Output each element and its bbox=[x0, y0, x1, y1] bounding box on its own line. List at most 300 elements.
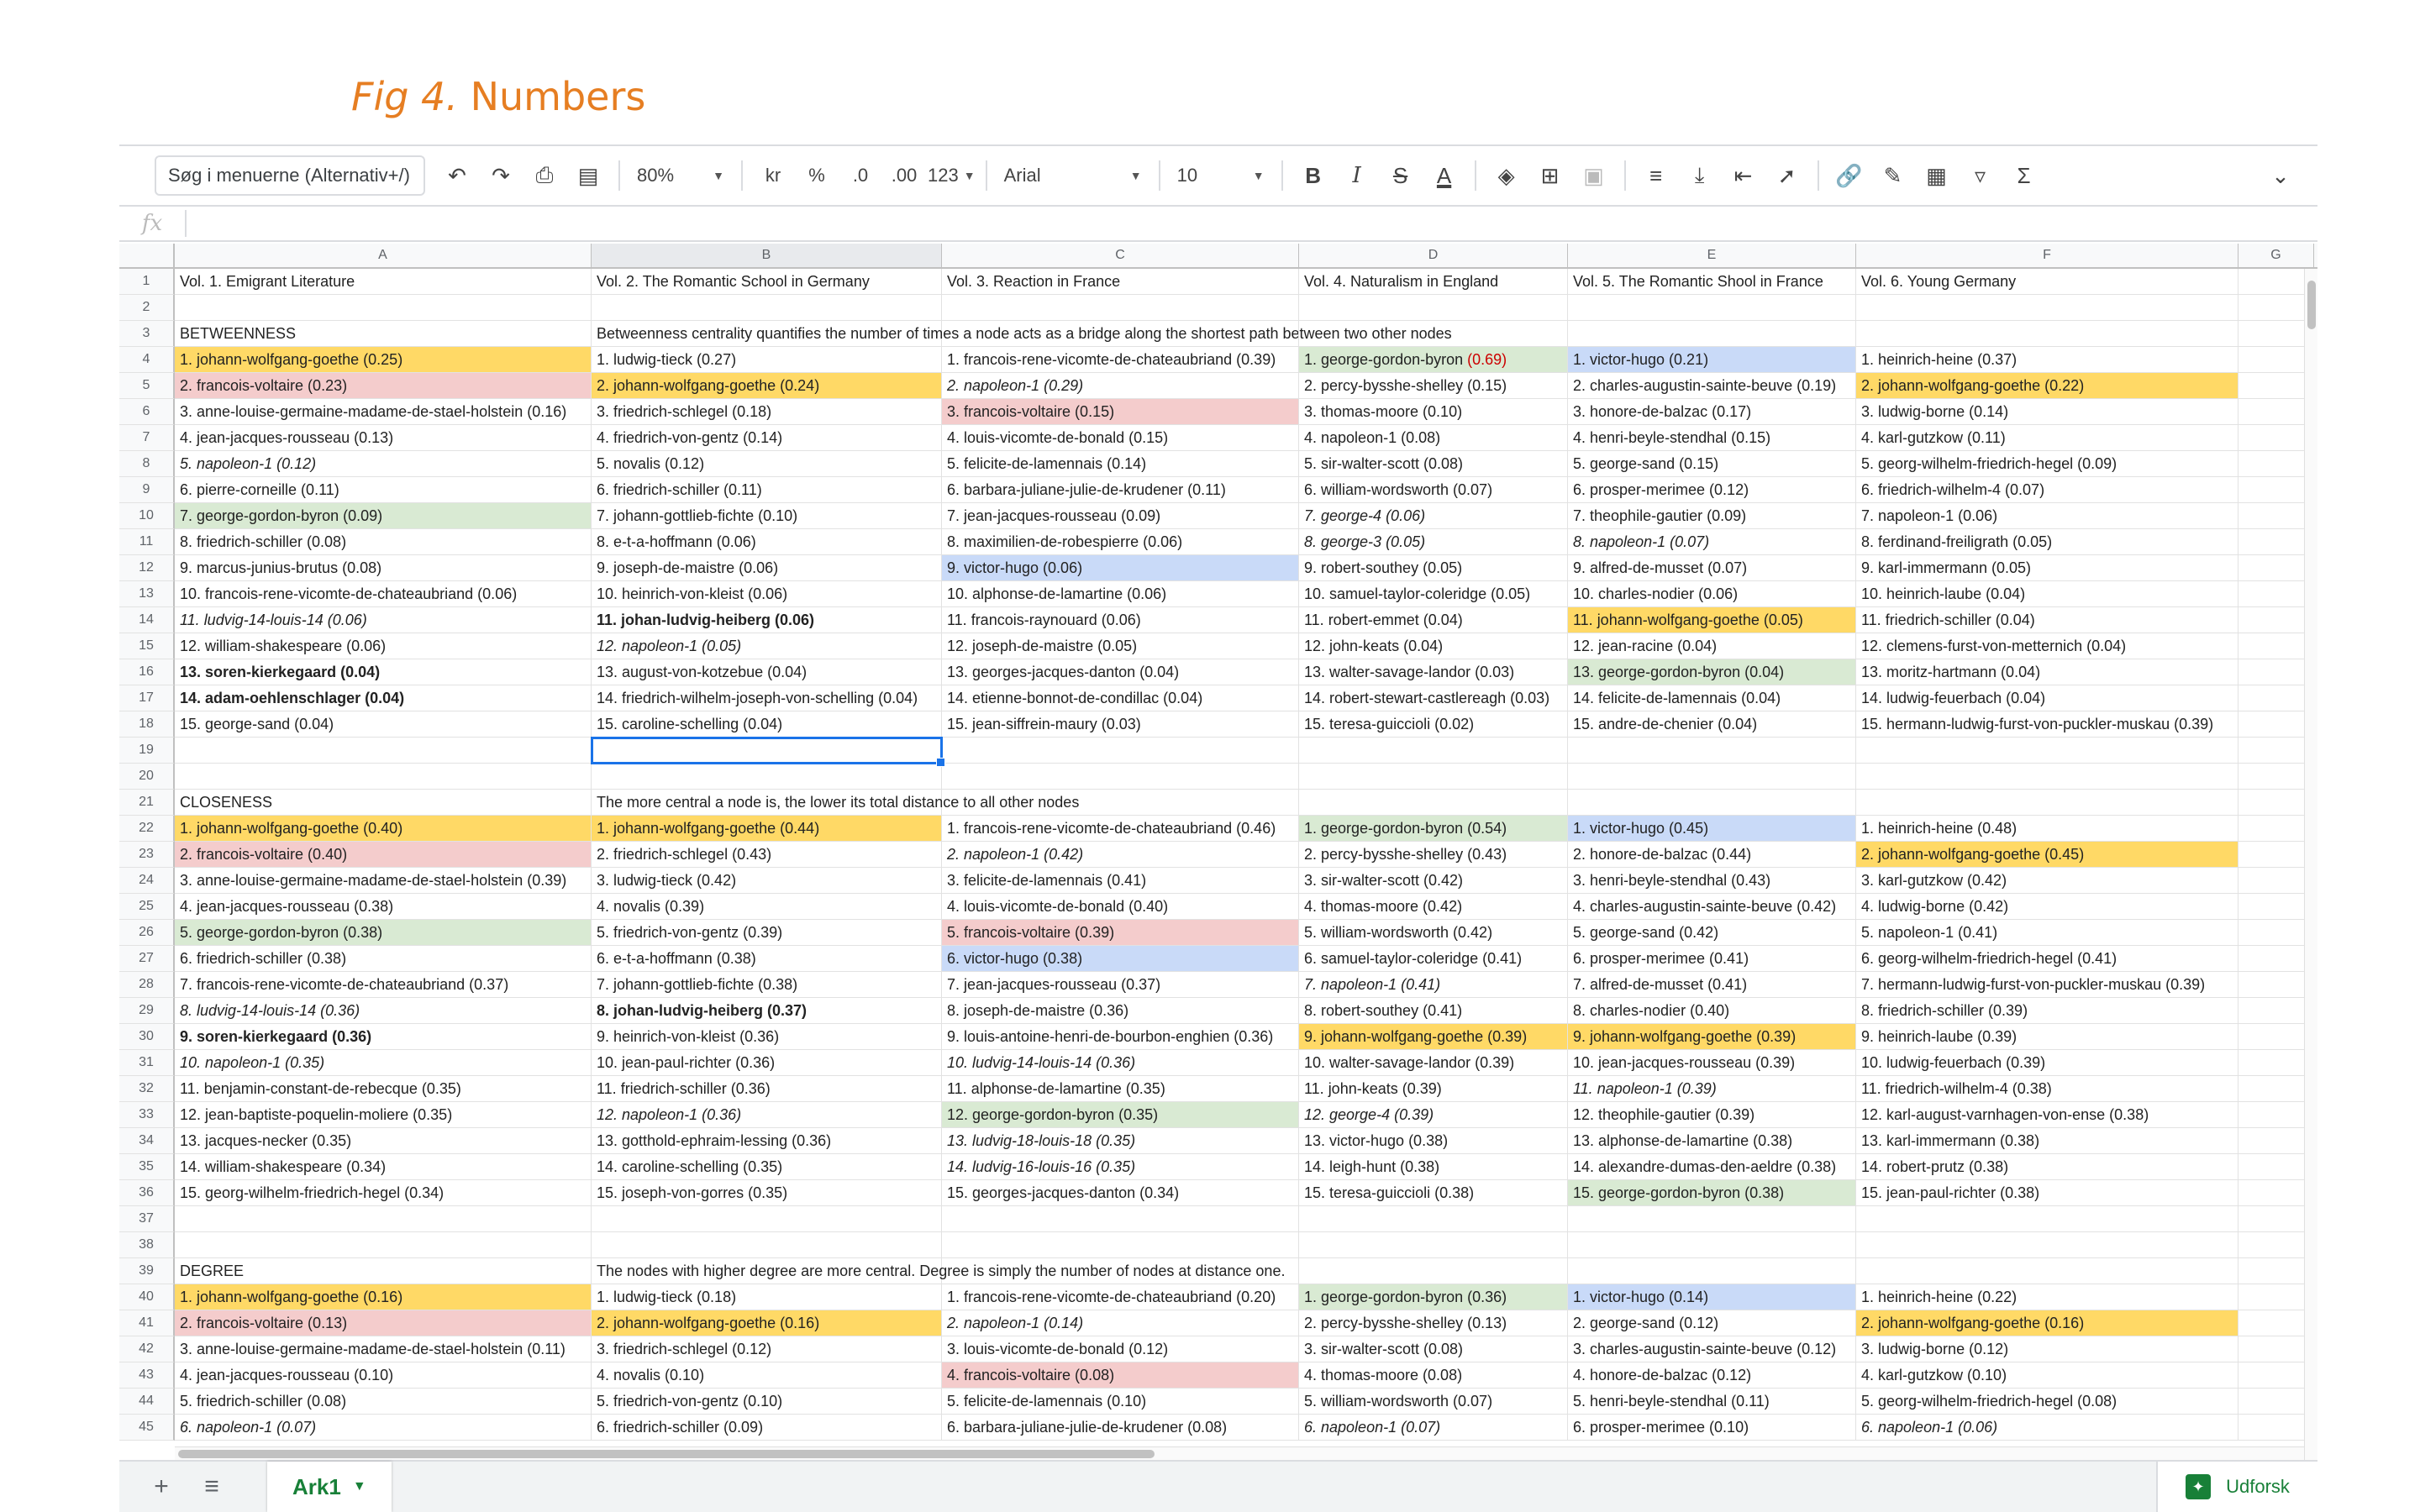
select-all-corner[interactable] bbox=[119, 244, 175, 267]
grid-cell[interactable] bbox=[1856, 659, 2238, 685]
link-icon[interactable]: 🔗 bbox=[1835, 162, 1863, 188]
grid-cell[interactable] bbox=[1856, 1362, 2238, 1389]
grid-cell[interactable] bbox=[1568, 842, 1856, 868]
grid-cell[interactable] bbox=[175, 998, 592, 1024]
grid-cell[interactable] bbox=[942, 321, 1299, 347]
row-header[interactable]: 25 bbox=[119, 894, 175, 920]
grid-cell[interactable] bbox=[1299, 477, 1568, 503]
grid-cell[interactable] bbox=[592, 1180, 942, 1206]
grid-cell[interactable] bbox=[592, 1128, 942, 1154]
grid-cell[interactable] bbox=[592, 1232, 942, 1258]
grid-cell[interactable] bbox=[942, 451, 1299, 477]
grid-cell[interactable] bbox=[592, 816, 942, 842]
grid-cell[interactable] bbox=[942, 269, 1299, 295]
grid-cell[interactable] bbox=[942, 503, 1299, 529]
merge-cells-icon[interactable]: ▣ bbox=[1583, 162, 1604, 188]
grid-cell[interactable] bbox=[942, 1336, 1299, 1362]
grid-cell[interactable] bbox=[2238, 998, 2314, 1024]
grid-cell[interactable] bbox=[2238, 503, 2314, 529]
grid-cell[interactable] bbox=[1568, 1154, 1856, 1180]
fill-color-icon[interactable]: ◈ bbox=[1497, 162, 1515, 188]
grid-cell[interactable] bbox=[942, 347, 1299, 373]
grid-cell[interactable] bbox=[1568, 790, 1856, 816]
grid-cell[interactable] bbox=[175, 920, 592, 946]
grid-cell[interactable] bbox=[592, 894, 942, 920]
grid-cell[interactable] bbox=[1568, 1336, 1856, 1362]
row-header[interactable]: 32 bbox=[119, 1076, 175, 1102]
borders-icon[interactable]: ⊞ bbox=[1540, 162, 1560, 188]
row-header[interactable]: 43 bbox=[119, 1362, 175, 1389]
grid-cell[interactable] bbox=[1568, 1024, 1856, 1050]
grid-cell[interactable] bbox=[175, 1310, 592, 1336]
grid-cell[interactable] bbox=[1299, 816, 1568, 842]
grid-cell[interactable] bbox=[175, 529, 592, 555]
currency-button[interactable]: kr bbox=[765, 165, 781, 186]
text-color-icon[interactable]: A bbox=[1436, 162, 1452, 188]
grid-cell[interactable] bbox=[1856, 269, 2238, 295]
grid-cell[interactable] bbox=[1568, 738, 1856, 764]
grid-cell[interactable] bbox=[942, 868, 1299, 894]
scroll-thumb[interactable] bbox=[178, 1450, 1155, 1458]
chevron-down-icon[interactable]: ▼ bbox=[352, 1479, 366, 1494]
grid-cell[interactable] bbox=[592, 1102, 942, 1128]
grid-cell[interactable] bbox=[1299, 321, 1568, 347]
grid-cell[interactable] bbox=[2238, 738, 2314, 764]
formula-input[interactable] bbox=[187, 208, 2317, 239]
grid-cell[interactable] bbox=[2238, 790, 2314, 816]
all-sheets-icon[interactable]: ≡ bbox=[204, 1473, 219, 1500]
grid-cell[interactable] bbox=[2238, 1154, 2314, 1180]
grid-cell[interactable] bbox=[1856, 685, 2238, 711]
grid-cell[interactable] bbox=[1568, 295, 1856, 321]
italic-icon[interactable]: I bbox=[1352, 163, 1361, 188]
grid-cell[interactable] bbox=[1856, 1102, 2238, 1128]
row-header[interactable]: 26 bbox=[119, 920, 175, 946]
grid-cell[interactable] bbox=[942, 816, 1299, 842]
grid-cell[interactable] bbox=[592, 1336, 942, 1362]
grid-cell[interactable] bbox=[1568, 1180, 1856, 1206]
grid-cell[interactable] bbox=[175, 764, 592, 790]
grid-cell[interactable] bbox=[1856, 738, 2238, 764]
grid-cell[interactable] bbox=[2238, 1180, 2314, 1206]
grid-cell[interactable] bbox=[1299, 1258, 1568, 1284]
grid-cell[interactable] bbox=[2238, 399, 2314, 425]
grid-cell[interactable] bbox=[942, 1128, 1299, 1154]
grid-cell[interactable] bbox=[1856, 998, 2238, 1024]
grid-cell[interactable] bbox=[175, 790, 592, 816]
grid-cell[interactable] bbox=[2238, 425, 2314, 451]
grid-cell[interactable] bbox=[175, 451, 592, 477]
menu-search-input[interactable]: Søg i menuerne (Alternativ+/) bbox=[155, 155, 425, 196]
grid-cell[interactable] bbox=[942, 1154, 1299, 1180]
grid-cell[interactable] bbox=[942, 1310, 1299, 1336]
grid-cell[interactable] bbox=[1568, 555, 1856, 581]
grid-cell[interactable] bbox=[175, 1024, 592, 1050]
row-header[interactable]: 30 bbox=[119, 1024, 175, 1050]
comment-icon[interactable]: ✎ bbox=[1883, 162, 1902, 188]
grid-cell[interactable] bbox=[942, 581, 1299, 607]
grid-cell[interactable] bbox=[1856, 1180, 2238, 1206]
grid-cell[interactable] bbox=[175, 1076, 592, 1102]
row-header[interactable]: 33 bbox=[119, 1102, 175, 1128]
grid-cell[interactable] bbox=[175, 816, 592, 842]
grid-cell[interactable] bbox=[175, 1206, 592, 1232]
grid-cell[interactable] bbox=[1299, 764, 1568, 790]
grid-cell[interactable] bbox=[942, 295, 1299, 321]
grid-cell[interactable] bbox=[1299, 295, 1568, 321]
grid-cell[interactable] bbox=[592, 1206, 942, 1232]
grid-cell[interactable] bbox=[175, 1180, 592, 1206]
grid-cell[interactable] bbox=[942, 373, 1299, 399]
row-header[interactable]: 1 bbox=[119, 269, 175, 295]
grid-cell[interactable] bbox=[592, 920, 942, 946]
grid-cell[interactable] bbox=[1299, 1284, 1568, 1310]
grid-cell[interactable] bbox=[2238, 972, 2314, 998]
grid-cell[interactable] bbox=[1856, 868, 2238, 894]
grid-cell[interactable] bbox=[1856, 1232, 2238, 1258]
grid-cell[interactable] bbox=[1568, 1076, 1856, 1102]
grid-cell[interactable] bbox=[175, 581, 592, 607]
column-header[interactable]: C bbox=[942, 244, 1299, 267]
grid-cell[interactable] bbox=[175, 659, 592, 685]
grid-cell[interactable] bbox=[2238, 581, 2314, 607]
grid-cell[interactable] bbox=[1568, 607, 1856, 633]
grid-cell[interactable] bbox=[2238, 295, 2314, 321]
grid-cell[interactable] bbox=[1568, 373, 1856, 399]
grid-cell[interactable] bbox=[942, 842, 1299, 868]
grid-cell[interactable] bbox=[175, 269, 592, 295]
grid-cell[interactable] bbox=[1856, 1128, 2238, 1154]
grid-cell[interactable] bbox=[175, 607, 592, 633]
row-header[interactable]: 12 bbox=[119, 555, 175, 581]
grid-cell[interactable] bbox=[1568, 581, 1856, 607]
grid-cell[interactable] bbox=[2238, 529, 2314, 555]
grid-cell[interactable] bbox=[175, 1362, 592, 1389]
explore-button[interactable] bbox=[2156, 1462, 2317, 1512]
grid-cell[interactable] bbox=[592, 1024, 942, 1050]
sheet-tab[interactable] bbox=[267, 1462, 392, 1512]
grid-cell[interactable] bbox=[2238, 1128, 2314, 1154]
row-header[interactable]: 4 bbox=[119, 347, 175, 373]
grid-cell[interactable] bbox=[175, 1415, 592, 1441]
grid-cell[interactable] bbox=[1299, 347, 1568, 373]
grid-cell[interactable] bbox=[1856, 399, 2238, 425]
row-header[interactable]: 10 bbox=[119, 503, 175, 529]
grid-cell[interactable] bbox=[1856, 764, 2238, 790]
grid-cell[interactable] bbox=[1568, 659, 1856, 685]
grid-cell[interactable] bbox=[175, 425, 592, 451]
grid-cell[interactable] bbox=[1299, 581, 1568, 607]
grid-cell[interactable] bbox=[1568, 269, 1856, 295]
grid-cell[interactable] bbox=[2238, 1258, 2314, 1284]
grid-cell[interactable] bbox=[175, 1154, 592, 1180]
grid-cell[interactable] bbox=[1299, 972, 1568, 998]
grid-cell[interactable] bbox=[175, 555, 592, 581]
grid-cell[interactable] bbox=[942, 425, 1299, 451]
row-header[interactable]: 15 bbox=[119, 633, 175, 659]
grid-cell[interactable] bbox=[592, 425, 942, 451]
grid-cell[interactable] bbox=[175, 477, 592, 503]
grid-cell[interactable] bbox=[175, 633, 592, 659]
grid-cell[interactable] bbox=[1856, 1024, 2238, 1050]
grid-cell[interactable] bbox=[592, 321, 1452, 347]
grid-cell[interactable] bbox=[1568, 399, 1856, 425]
grid-cell[interactable] bbox=[1568, 1102, 1856, 1128]
grid-cell[interactable] bbox=[1299, 894, 1568, 920]
grid-cell[interactable] bbox=[942, 1102, 1299, 1128]
row-header[interactable]: 18 bbox=[119, 711, 175, 738]
grid-cell[interactable] bbox=[1568, 1232, 1856, 1258]
grid-cell[interactable] bbox=[175, 738, 592, 764]
grid-cell[interactable] bbox=[942, 920, 1299, 946]
grid-cell[interactable] bbox=[1299, 1232, 1568, 1258]
grid-cell[interactable] bbox=[1568, 1128, 1856, 1154]
bold-icon[interactable]: B bbox=[1305, 162, 1321, 188]
grid-cell[interactable] bbox=[942, 1232, 1299, 1258]
column-header[interactable]: G bbox=[2238, 244, 2314, 267]
grid-cell[interactable] bbox=[1568, 1310, 1856, 1336]
grid-cell[interactable] bbox=[1856, 920, 2238, 946]
grid-cell[interactable] bbox=[1299, 738, 1568, 764]
grid-cell[interactable] bbox=[1856, 347, 2238, 373]
grid-cell[interactable] bbox=[175, 894, 592, 920]
grid-cell[interactable] bbox=[1299, 946, 1568, 972]
grid-cell[interactable] bbox=[592, 998, 942, 1024]
grid-cell[interactable] bbox=[1299, 1128, 1568, 1154]
row-header[interactable]: 14 bbox=[119, 607, 175, 633]
decrease-decimals-button[interactable]: .0 bbox=[852, 165, 869, 186]
grid-cell[interactable] bbox=[2238, 1024, 2314, 1050]
grid-cell[interactable] bbox=[592, 764, 942, 790]
row-header[interactable]: 37 bbox=[119, 1206, 175, 1232]
grid-cell[interactable] bbox=[592, 972, 942, 998]
grid-cell[interactable] bbox=[175, 711, 592, 738]
grid-cell[interactable] bbox=[2238, 373, 2314, 399]
row-header[interactable]: 11 bbox=[119, 529, 175, 555]
grid-cell[interactable] bbox=[2238, 347, 2314, 373]
grid-cell[interactable] bbox=[942, 555, 1299, 581]
row-header[interactable]: 29 bbox=[119, 998, 175, 1024]
grid-cell[interactable] bbox=[2238, 1389, 2314, 1415]
undo-icon[interactable]: ↶ bbox=[448, 162, 466, 188]
grid-cell[interactable] bbox=[942, 894, 1299, 920]
grid-cell[interactable] bbox=[592, 555, 942, 581]
grid-cell[interactable] bbox=[1856, 1389, 2238, 1415]
row-header[interactable]: 20 bbox=[119, 764, 175, 790]
grid-cell[interactable] bbox=[1856, 373, 2238, 399]
grid-cell[interactable] bbox=[592, 1284, 942, 1310]
grid-cell[interactable] bbox=[942, 1415, 1299, 1441]
grid-cell[interactable] bbox=[1568, 1415, 1856, 1441]
font-size-select[interactable] bbox=[1171, 155, 1271, 196]
grid-cell[interactable] bbox=[592, 685, 942, 711]
grid-cell[interactable] bbox=[592, 1362, 942, 1389]
column-header[interactable]: F bbox=[1856, 244, 2238, 267]
grid-cell[interactable] bbox=[592, 1076, 942, 1102]
grid-cell[interactable] bbox=[1299, 555, 1568, 581]
grid-cell[interactable] bbox=[1856, 477, 2238, 503]
grid-cell[interactable] bbox=[592, 295, 942, 321]
grid-cell[interactable] bbox=[592, 477, 942, 503]
grid-cell[interactable] bbox=[1299, 1206, 1568, 1232]
grid-cell[interactable] bbox=[1856, 607, 2238, 633]
grid-cell[interactable] bbox=[175, 685, 592, 711]
grid-cell[interactable] bbox=[2238, 451, 2314, 477]
grid-cell[interactable] bbox=[1299, 998, 1568, 1024]
grid-cell[interactable] bbox=[1856, 894, 2238, 920]
grid-cell[interactable] bbox=[1568, 503, 1856, 529]
grid-cell[interactable] bbox=[2238, 946, 2314, 972]
grid-cell[interactable] bbox=[1568, 1362, 1856, 1389]
grid-cell[interactable] bbox=[942, 633, 1299, 659]
grid-cell[interactable] bbox=[1299, 1180, 1568, 1206]
grid-cell[interactable] bbox=[942, 1180, 1299, 1206]
grid-cell[interactable] bbox=[1568, 321, 1856, 347]
spreadsheet-grid[interactable] bbox=[119, 244, 2317, 1460]
grid-cell[interactable] bbox=[1856, 790, 2238, 816]
grid-cell[interactable] bbox=[2238, 555, 2314, 581]
grid-cell[interactable] bbox=[942, 529, 1299, 555]
row-header[interactable]: 28 bbox=[119, 972, 175, 998]
grid-cell[interactable] bbox=[592, 790, 1080, 816]
grid-cell[interactable] bbox=[1299, 1389, 1568, 1415]
grid-cell[interactable] bbox=[2238, 1336, 2314, 1362]
grid-cell[interactable] bbox=[942, 399, 1299, 425]
grid-cell[interactable] bbox=[175, 1336, 592, 1362]
grid-cell[interactable] bbox=[942, 477, 1299, 503]
grid-cell[interactable] bbox=[1568, 816, 1856, 842]
column-header[interactable]: A bbox=[175, 244, 592, 267]
grid-cell[interactable] bbox=[1299, 451, 1568, 477]
font-select[interactable] bbox=[997, 155, 1149, 196]
grid-cell[interactable] bbox=[2238, 816, 2314, 842]
grid-cell[interactable] bbox=[1856, 503, 2238, 529]
grid-cell[interactable] bbox=[1856, 581, 2238, 607]
grid-cell[interactable] bbox=[1568, 1206, 1856, 1232]
column-header[interactable]: D bbox=[1299, 244, 1568, 267]
grid-cell[interactable] bbox=[1299, 685, 1568, 711]
row-header[interactable]: 44 bbox=[119, 1389, 175, 1415]
grid-cell[interactable] bbox=[592, 868, 942, 894]
grid-cell[interactable] bbox=[2238, 764, 2314, 790]
grid-cell[interactable] bbox=[592, 581, 942, 607]
grid-cell[interactable] bbox=[175, 347, 592, 373]
grid-cell[interactable] bbox=[2238, 1284, 2314, 1310]
row-header[interactable]: 21 bbox=[119, 790, 175, 816]
grid-cell[interactable] bbox=[592, 451, 942, 477]
column-header[interactable]: B bbox=[592, 244, 942, 267]
grid-cell[interactable] bbox=[175, 842, 592, 868]
grid-cell[interactable] bbox=[2238, 1206, 2314, 1232]
row-header[interactable]: 34 bbox=[119, 1128, 175, 1154]
grid-cell[interactable] bbox=[1856, 1415, 2238, 1441]
grid-cell[interactable] bbox=[2238, 711, 2314, 738]
row-header[interactable]: 35 bbox=[119, 1154, 175, 1180]
row-header[interactable]: 8 bbox=[119, 451, 175, 477]
grid-cell[interactable] bbox=[942, 764, 1299, 790]
grid-cell[interactable] bbox=[1856, 633, 2238, 659]
row-header[interactable]: 24 bbox=[119, 868, 175, 894]
grid-cell[interactable] bbox=[942, 972, 1299, 998]
grid-cell[interactable] bbox=[1299, 1102, 1568, 1128]
grid-cell[interactable] bbox=[592, 373, 942, 399]
grid-cell[interactable] bbox=[2238, 1415, 2314, 1441]
grid-cell[interactable] bbox=[2238, 1232, 2314, 1258]
grid-cell[interactable] bbox=[1299, 269, 1568, 295]
row-header[interactable]: 22 bbox=[119, 816, 175, 842]
grid-cell[interactable] bbox=[1856, 1310, 2238, 1336]
grid-cell[interactable] bbox=[942, 1050, 1299, 1076]
grid-cell[interactable] bbox=[1856, 1206, 2238, 1232]
grid-cell[interactable] bbox=[1568, 894, 1856, 920]
chart-icon[interactable]: ▦ bbox=[1926, 162, 1947, 188]
zoom-select[interactable] bbox=[630, 155, 731, 196]
grid-cell[interactable] bbox=[1299, 1310, 1568, 1336]
more-formats-button[interactable] bbox=[928, 155, 976, 196]
grid-cell[interactable] bbox=[592, 1389, 942, 1415]
grid-cell[interactable] bbox=[1299, 1024, 1568, 1050]
horizontal-scrollbar[interactable] bbox=[175, 1446, 2304, 1460]
grid-cell[interactable] bbox=[2238, 659, 2314, 685]
grid-cell[interactable] bbox=[2238, 1076, 2314, 1102]
grid-cell[interactable] bbox=[1856, 946, 2238, 972]
grid-cell[interactable] bbox=[175, 1389, 592, 1415]
row-header[interactable]: 3 bbox=[119, 321, 175, 347]
grid-cell[interactable] bbox=[1568, 1258, 1856, 1284]
functions-icon[interactable]: Σ bbox=[2017, 162, 2031, 188]
grid-cell[interactable] bbox=[1568, 998, 1856, 1024]
grid-cell[interactable] bbox=[1856, 842, 2238, 868]
grid-cell[interactable] bbox=[1299, 920, 1568, 946]
grid-cell[interactable] bbox=[1856, 425, 2238, 451]
grid-cell[interactable] bbox=[592, 1258, 1286, 1284]
grid-cell[interactable] bbox=[1856, 1284, 2238, 1310]
grid-cell[interactable] bbox=[1568, 529, 1856, 555]
grid-cell[interactable] bbox=[1299, 1076, 1568, 1102]
grid-cell[interactable] bbox=[175, 1050, 592, 1076]
grid-cell[interactable] bbox=[942, 946, 1299, 972]
vertical-align-icon[interactable]: ⤓ bbox=[1694, 162, 1705, 187]
grid-cell[interactable] bbox=[1568, 477, 1856, 503]
grid-cell[interactable] bbox=[592, 946, 942, 972]
row-header[interactable]: 7 bbox=[119, 425, 175, 451]
grid-cell[interactable] bbox=[2238, 1102, 2314, 1128]
text-rotation-icon[interactable]: ➚ bbox=[1777, 162, 1797, 188]
row-header[interactable]: 31 bbox=[119, 1050, 175, 1076]
grid-cell[interactable] bbox=[1299, 868, 1568, 894]
grid-cell[interactable] bbox=[175, 321, 592, 347]
grid-cell[interactable] bbox=[1568, 711, 1856, 738]
row-header[interactable]: 13 bbox=[119, 581, 175, 607]
grid-cell[interactable] bbox=[592, 633, 942, 659]
grid-cell[interactable] bbox=[1568, 920, 1856, 946]
grid-cell[interactable] bbox=[1856, 1154, 2238, 1180]
grid-cell[interactable] bbox=[2238, 894, 2314, 920]
grid-cell[interactable] bbox=[1299, 659, 1568, 685]
text-wrap-icon[interactable]: ⇤ bbox=[1733, 162, 1753, 188]
grid-cell[interactable] bbox=[592, 1050, 942, 1076]
grid-cell[interactable] bbox=[1568, 1284, 1856, 1310]
grid-cell[interactable] bbox=[942, 607, 1299, 633]
grid-cell[interactable] bbox=[1856, 816, 2238, 842]
grid-cell[interactable] bbox=[1568, 764, 1856, 790]
grid-cell[interactable] bbox=[1299, 1050, 1568, 1076]
grid-cell[interactable] bbox=[942, 1389, 1299, 1415]
row-header[interactable]: 5 bbox=[119, 373, 175, 399]
grid-cell[interactable] bbox=[1299, 1362, 1568, 1389]
grid-cell[interactable] bbox=[1568, 347, 1856, 373]
grid-cell[interactable] bbox=[175, 1258, 592, 1284]
